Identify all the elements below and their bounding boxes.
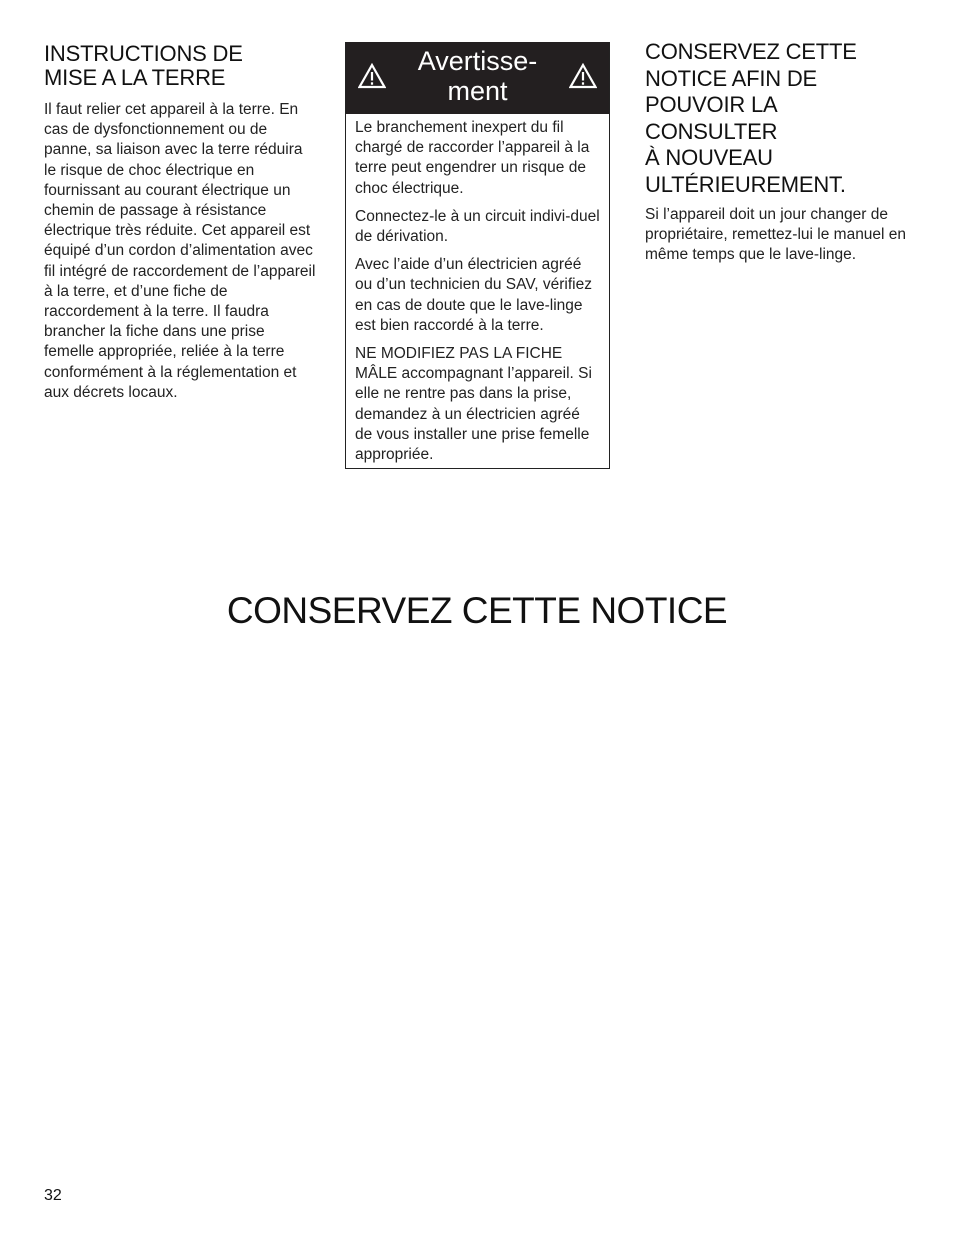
keep-notice-section <box>645 39 915 265</box>
keep-notice-heading-line-2: NOTICE AFIN DE <box>645 65 817 91</box>
warning-header <box>346 42 609 114</box>
warning-paragraph: Connectez-le à un circuit indivi-duel de dérivation. <box>355 207 600 246</box>
grounding-body: Il faut relier cet appareil à la terre. En cas de dysfonctionnement ou de panne, sa liaison avec la terre réduira le risque de choc électrique en fournissant au courant électrique un chemin de passage à résistance électrique très réduite. Cet appareil est équipé d’un cordon d’alimentation avec fil intégré de raccordement de l’appareil à la terre, et d’une fiche de raccordement à la terre. Il faudra brancher la fiche dans une prise femelle appropriée, reliée à la terre conformément à la réglementation et aux décrets locaux. <box>44 101 316 401</box>
warning-triangle-icon <box>569 63 597 89</box>
keep-notice-heading-line-5: À NOUVEAU <box>645 145 773 171</box>
page-number: 32 <box>44 1187 62 1204</box>
warning-paragraph: Avec l’aide d’un électricien agréé ou d’un technicien du SAV, vérifiez en cas de doute que le lave-linge est bien raccordé à la terre. <box>355 256 592 334</box>
warning-body <box>346 114 609 468</box>
keep-notice-heading-line-1: CONSERVEZ CETTE <box>645 39 857 64</box>
page-title: CONSERVEZ CETTE NOTICE <box>226 590 728 631</box>
keep-notice-heading-line-4: CONSULTER <box>645 118 778 144</box>
keep-notice-heading-line-6: ULTÉRIEUREMENT. <box>645 171 846 197</box>
warning-box <box>345 42 610 469</box>
grounding-heading-line-1: INSTRUCTIONS DE <box>44 41 243 66</box>
warning-paragraph: NE MODIFIEZ PAS LA FICHE MÂLE accompagnant l’appareil. Si elle ne rentre pas dans la prise, demandez à un électricien agréé de vous installer une prise femelle appropriée. <box>355 345 592 464</box>
warning-paragraph: Le branchement inexpert du fil chargé de raccorder l’appareil à la terre peut engendrer un risque de choc électrique. <box>355 119 590 197</box>
warning-title <box>398 46 557 106</box>
warning-triangle-icon <box>358 63 386 89</box>
grounding-heading-line-2: MISE A LA TERRE <box>44 65 226 90</box>
grounding-heading <box>44 42 316 90</box>
keep-notice-heading-line-3: POUVOIR LA <box>645 92 778 118</box>
warning-title-line-1: Avertisse- <box>417 46 538 76</box>
keep-notice-body: Si l’appareil doit un jour changer de propriétaire, remettez-lui le manuel en même temps que le lave-linge. <box>645 205 907 263</box>
warning-section <box>345 42 610 469</box>
warning-title-line-2: ment <box>447 76 508 106</box>
grounding-section <box>44 42 316 403</box>
keep-notice-heading <box>645 39 915 199</box>
